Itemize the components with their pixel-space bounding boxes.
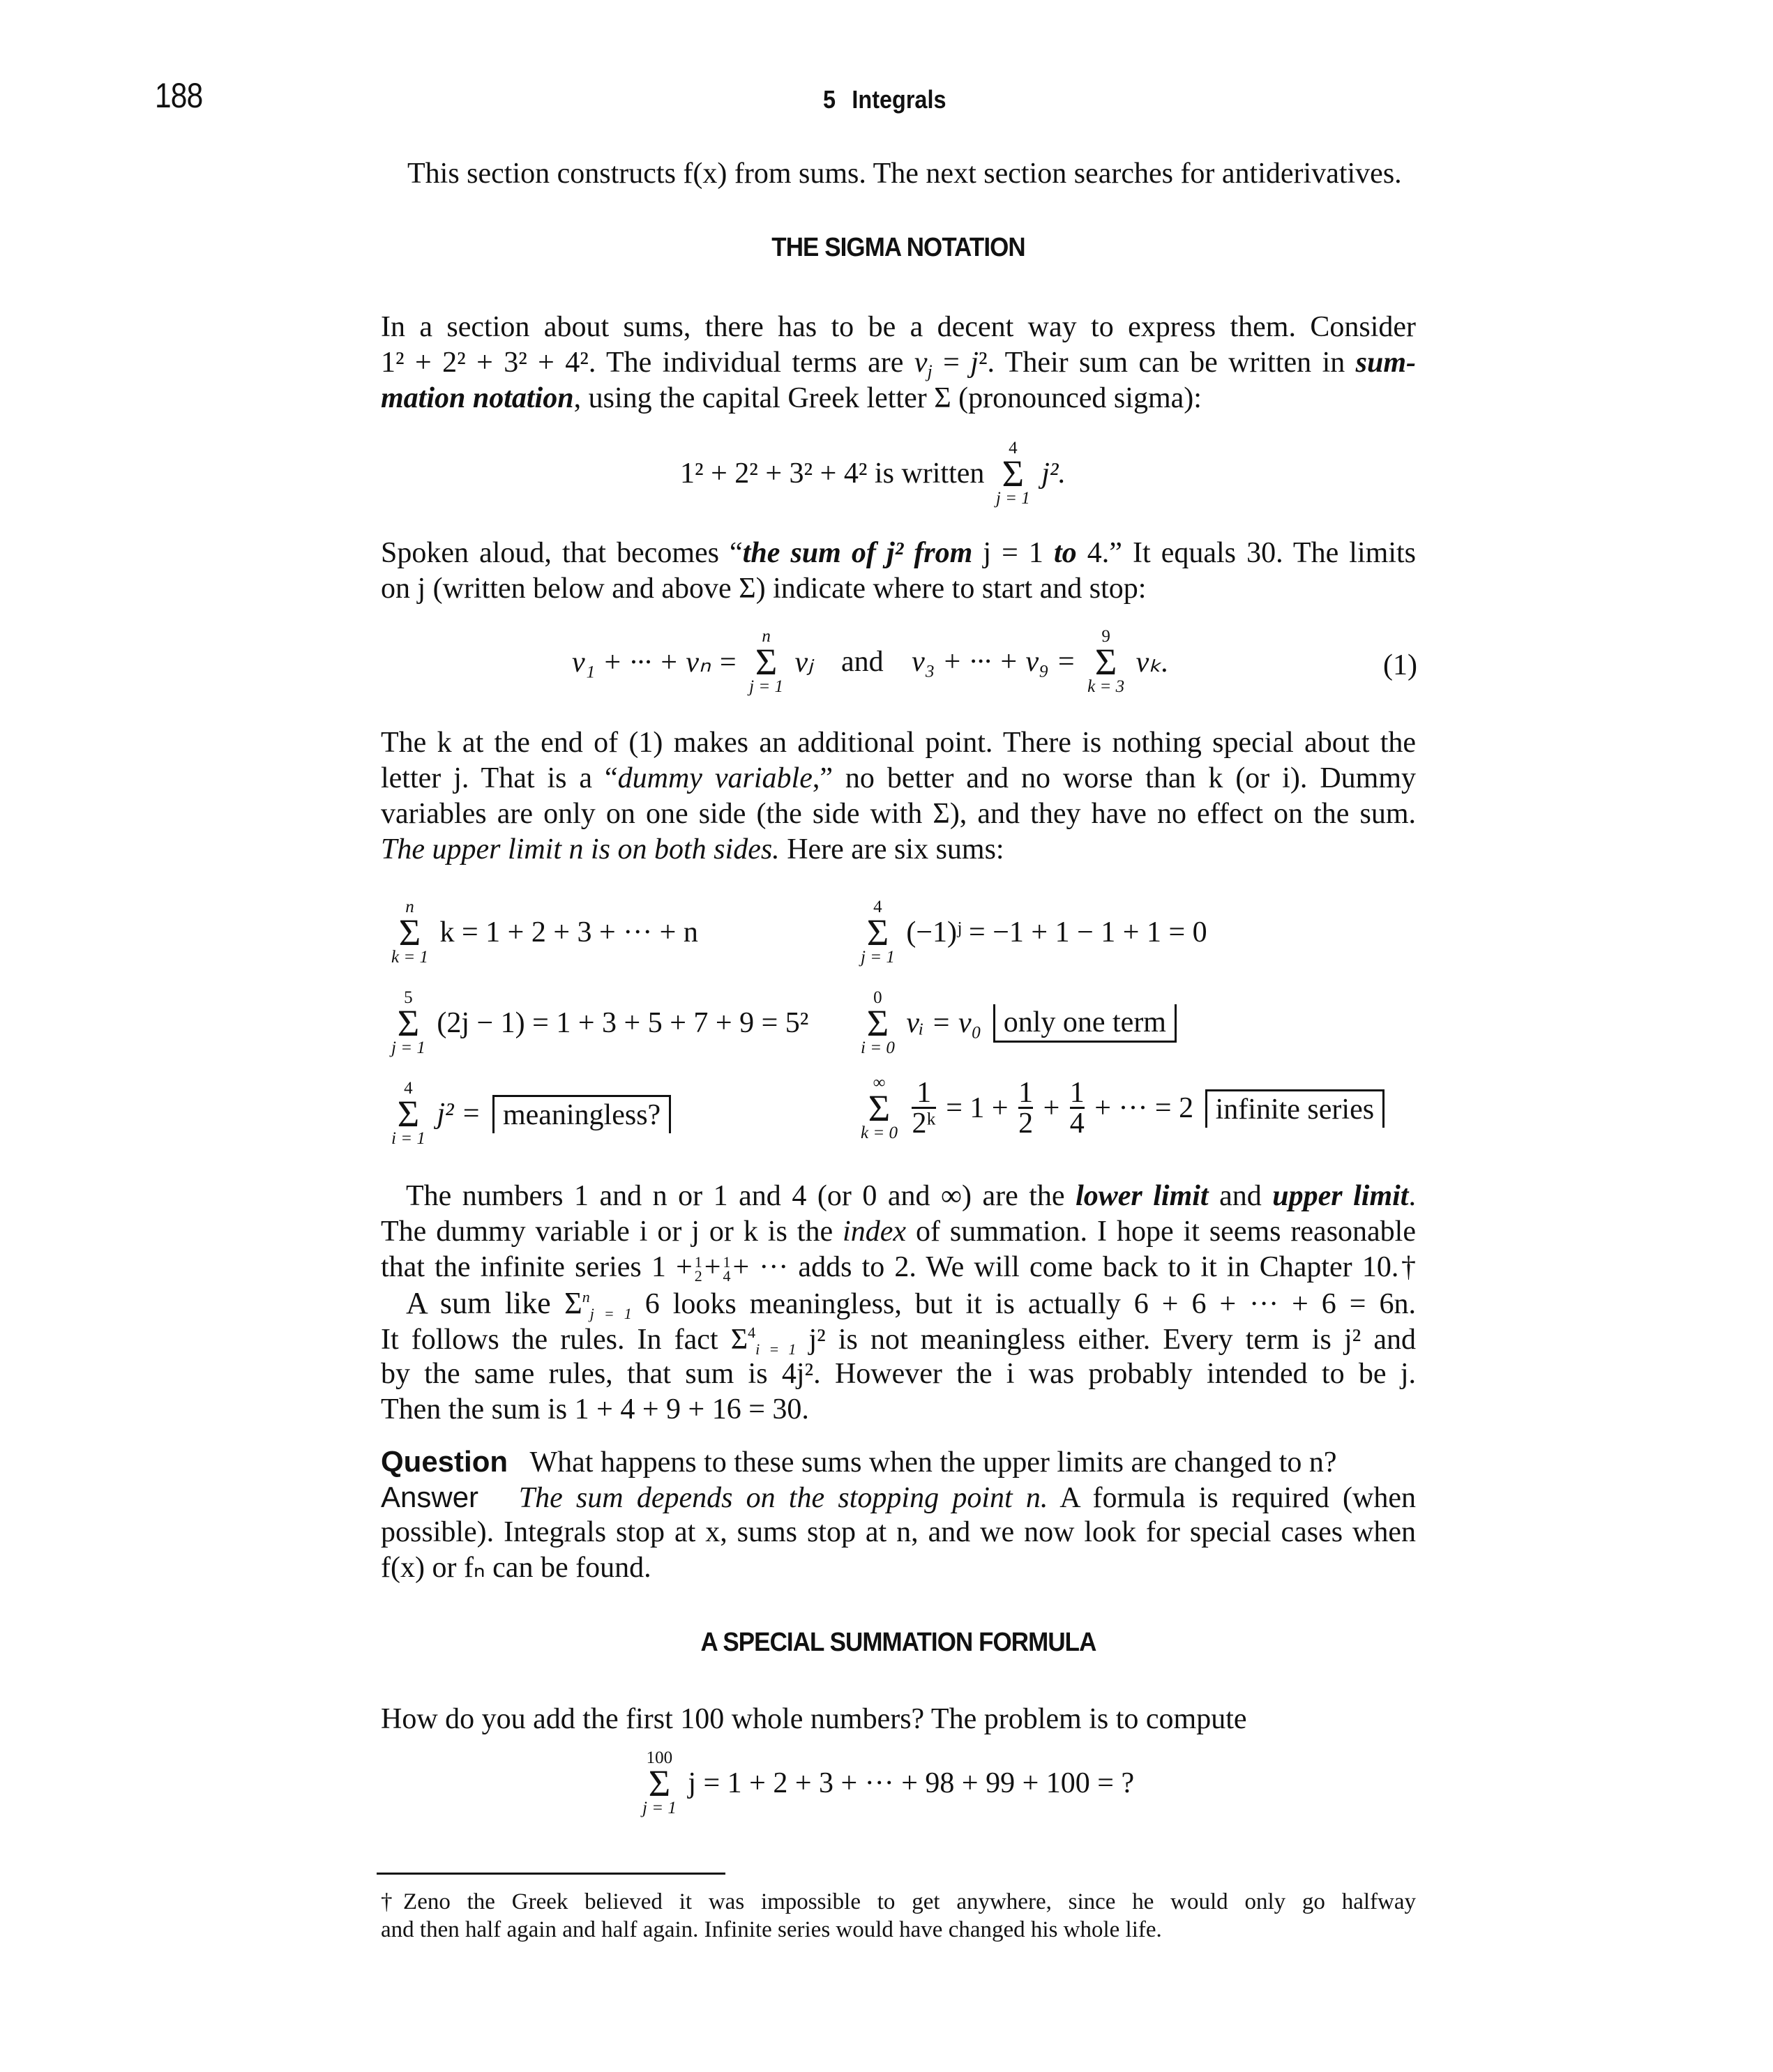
fraction [1018, 1076, 1034, 1140]
text-run: The numbers 1 and n or 1 and 4 (or 0 and ∞) are the [406, 1180, 1076, 1212]
text-run: ². Their sum can be written in [978, 347, 1356, 379]
sigma-icon: Σ [397, 1002, 420, 1044]
sum-expression: (−1)ʲ = −1 + 1 − 1 + 1 = 0 [906, 916, 1207, 948]
math-var: v [914, 347, 928, 379]
text-run: of summation. I hope it seems reasonable [906, 1216, 1416, 1248]
emphasis-term: mation notation [381, 382, 574, 414]
sigma-symbol [861, 898, 895, 967]
lower-limit: j = 1 [642, 1799, 677, 1817]
sum-example [387, 989, 808, 1057]
footnote-line: and then half again and half again. Infinite series would have changed his whole life. [381, 1917, 1162, 1942]
text-run: Here are six sums: [779, 833, 1004, 865]
upper-limit: 4 [404, 1079, 413, 1098]
upper-limit: 4 [748, 1324, 756, 1341]
text-run: 1² + 2² + 3² + 4². The individual terms are [381, 347, 914, 379]
text-run: that the infinite series 1 + [381, 1251, 693, 1283]
formula-sum-100 [638, 1749, 1134, 1817]
chapter-title: Integrals [852, 85, 946, 114]
small-fraction [723, 1255, 730, 1283]
equation-term: vₖ. [1136, 646, 1169, 679]
paragraph-first-100: How do you add the first 100 whole numbers? The problem is to compute [381, 1703, 1247, 1735]
text-line: In a section about sums, there has to be a decent way to express them. Consider [381, 311, 1416, 343]
upper-limit: 5 [404, 988, 413, 1007]
emphasis-term: to [1054, 537, 1077, 569]
numerator: 1 [1069, 1076, 1085, 1109]
sigma-symbol [391, 898, 428, 967]
lower-limit: k = 1 [391, 948, 428, 967]
fraction [912, 1076, 936, 1140]
note-text: infinite series [1215, 1093, 1375, 1126]
text-line [381, 1179, 1416, 1214]
text-run: , using the capital Greek letter Σ (pronounced sigma): [573, 382, 1202, 414]
text-line [381, 381, 1416, 416]
emphasis-term: lower limit [1076, 1180, 1209, 1212]
sigma-symbol [391, 1080, 425, 1148]
text-line [381, 536, 1416, 571]
text-line: Then the sum is 1 + 4 + 9 + 16 = 30. [381, 1393, 809, 1426]
sigma-symbol [1087, 628, 1124, 696]
formula-lhs: 1² + 2² + 3² + 4² is written [680, 457, 985, 490]
sum-expression: = 1 + [946, 1092, 1009, 1124]
upper-limit: 0 [873, 988, 882, 1007]
question-label: Question [381, 1445, 508, 1478]
text-run: It follows the rules. In fact Σ [381, 1324, 748, 1356]
equation-lhs: v₁ + ··· + vₙ = [572, 646, 738, 679]
upper-limit: 100 [646, 1748, 673, 1767]
plus-sign: + [704, 1251, 721, 1283]
emphasis-term: upper limit [1272, 1180, 1409, 1212]
page-number: 188 [155, 76, 203, 115]
inline-sigma-limits [748, 1322, 796, 1356]
text-run: letter j. That is a “ [381, 762, 618, 794]
question-text: What happens to these sums when the upper limits are changed to n? [529, 1446, 1337, 1479]
lower-limit: i = 1 [391, 1129, 425, 1148]
lower-limit: j = 1 [861, 948, 895, 967]
footnote-rule [377, 1873, 725, 1875]
small-fraction [695, 1255, 702, 1283]
sigma-icon: Σ [868, 1087, 891, 1129]
denominator: 2 [694, 1267, 702, 1285]
text-run: The dummy variable i or j or k is the [381, 1216, 843, 1248]
lower-limit: i = 0 [861, 1038, 895, 1057]
math-var: j [970, 347, 979, 379]
sigma-symbol [996, 439, 1030, 508]
denominator: 2 [1018, 1107, 1034, 1140]
formula-term: j². [1041, 457, 1066, 490]
fraction [1069, 1076, 1085, 1140]
text-line [381, 832, 1416, 868]
sum-expression: k = 1 + 2 + 3 + ··· + n [439, 916, 698, 948]
upper-limit: n [582, 1288, 590, 1306]
lower-limit: j = 1 [391, 1038, 425, 1057]
text-run: = [932, 347, 971, 379]
paragraph-limits [381, 1179, 1416, 1285]
sigma-icon: Σ [1002, 453, 1025, 494]
sigma-icon: Σ [648, 1762, 671, 1804]
lower-limit: j = 1 [589, 1305, 632, 1322]
sum-expression: j² = [437, 1098, 481, 1130]
question-answer-block [381, 1444, 1416, 1586]
lower-limit: k = 0 [861, 1124, 898, 1142]
upper-limit: ∞ [873, 1073, 886, 1092]
paragraph-meaningless-sums [381, 1285, 1416, 1428]
answer-label: Answer [381, 1481, 479, 1513]
sigma-symbol [642, 1749, 677, 1817]
bracket-note [1205, 1089, 1385, 1128]
emphasis-term: the sum of j² from [742, 537, 973, 569]
bracket-note [492, 1095, 671, 1133]
bracket-note [993, 1004, 1177, 1043]
emphasis-term: sum- [1355, 347, 1417, 379]
text-run: . [1408, 1180, 1416, 1212]
text-run: ,” no better and no worse than k (or i). Dummy [812, 762, 1416, 794]
denominator: 4 [1069, 1107, 1085, 1140]
sigma-symbol [861, 1074, 898, 1142]
lower-limit: i = 1 [755, 1340, 797, 1358]
text-run: A formula is required (when [1048, 1482, 1417, 1514]
text-run: j² is not meaningless either. Every term is j² and [796, 1324, 1416, 1356]
formula-expression: j = 1 + 2 + 3 + ··· + 98 + 99 + 100 = ? [688, 1767, 1135, 1799]
answer-emphasis: The sum depends on the stopping point n. [518, 1482, 1048, 1514]
numerator: 1 [694, 1253, 702, 1271]
paragraph-spoken-aloud [381, 536, 1416, 607]
sum-expression: + ··· = 2 [1094, 1092, 1194, 1124]
text-line [381, 345, 1416, 381]
upper-limit: n [405, 898, 414, 916]
sum-example [387, 898, 698, 967]
sigma-symbol [391, 989, 425, 1057]
footnote-line: †Zeno the Greek believed it was impossible to get anywhere, since he would only go halfway [381, 1889, 1416, 1914]
text-line: variables are only on one side (the side with Σ), and they have no effect on the sum. [381, 798, 1416, 830]
sigma-icon: Σ [866, 1002, 889, 1044]
sum-example [857, 989, 1177, 1057]
paragraph-intro-sums [381, 310, 1416, 416]
text-line [381, 761, 1416, 796]
equation-number: (1) [1383, 649, 1417, 681]
emphasis-term: The upper limit n is on both sides. [381, 833, 780, 865]
text-run: Spoken aloud, that becomes “ [381, 537, 743, 569]
section-heading-special-summation: A SPECIAL SUMMATION FORMULA [700, 1628, 1096, 1657]
emphasis-term: index [843, 1216, 906, 1248]
numerator: 1 [916, 1076, 932, 1109]
emphasis-term: dummy variable [617, 762, 813, 794]
text-line [381, 1321, 1416, 1356]
text-line: by the same rules, that sum is 4j². However the i was probably intended to be j. [381, 1358, 1416, 1390]
denominator: 2ᵏ [912, 1107, 936, 1140]
numerator: 1 [1018, 1076, 1034, 1109]
paragraph-dummy-variable [381, 725, 1416, 868]
sigma-symbol [861, 989, 895, 1057]
text-line [381, 1250, 1416, 1285]
plus-sign: + [1043, 1092, 1060, 1124]
denominator: 4 [723, 1267, 731, 1285]
text-line [381, 1285, 1416, 1321]
sum-example [857, 898, 1207, 967]
text-run: 4.” It equals 30. The limits [1076, 537, 1416, 569]
text-line: f(x) or fₙ can be found. [381, 1552, 651, 1584]
sigma-icon: Σ [755, 641, 778, 683]
lower-limit: j = 1 [749, 677, 783, 696]
footnote [381, 1888, 1416, 1944]
note-text: meaningless? [502, 1098, 661, 1131]
equation-term: vⱼ [794, 646, 813, 679]
text-run: j = 1 [972, 537, 1055, 569]
running-head [823, 85, 946, 114]
equation-lhs: v₃ + ··· + v₉ = [912, 646, 1076, 678]
lower-limit: j = 1 [995, 489, 1030, 508]
upper-limit: n [762, 627, 771, 646]
upper-limit: 9 [1101, 627, 1110, 646]
sum-expression: (2j − 1) = 1 + 3 + 5 + 7 + 9 = 5² [437, 1007, 809, 1039]
text-run: and [1208, 1180, 1273, 1212]
numerator: 1 [723, 1253, 731, 1271]
answer-line [381, 1479, 1416, 1515]
sum-example [387, 1080, 671, 1148]
equation-1 [572, 628, 1169, 696]
sigma-icon: Σ [397, 1093, 420, 1135]
sigma-icon: Σ [1094, 641, 1117, 683]
sum-example [857, 1074, 1385, 1142]
intro-sentence: This section constructs f(x) from sums. The next section searches for antiderivatives. [407, 158, 1402, 190]
conjunction: and [840, 646, 884, 678]
chapter-number: 5 [823, 85, 836, 114]
lower-limit: k = 3 [1087, 677, 1125, 696]
text-line [381, 1214, 1416, 1250]
text-run: A sum like Σ [406, 1286, 582, 1320]
question-line [381, 1444, 1416, 1479]
sigma-icon: Σ [398, 912, 421, 953]
section-heading-sigma-notation: THE SIGMA NOTATION [771, 233, 1025, 262]
text-run: 6 looks meaningless, but it is actually 6 + 6 + ··· + 6 = 6n. [631, 1288, 1416, 1320]
upper-limit: 4 [873, 898, 882, 916]
text-line: possible). Integrals stop at x, sums stop at n, and we now look for special cases when [381, 1516, 1416, 1548]
text-line: The k at the end of (1) makes an additional point. There is nothing special about the [381, 727, 1416, 759]
note-text: only one term [1003, 1006, 1166, 1038]
sum-expression: vᵢ = v₀ [906, 1007, 982, 1039]
formula-sum-of-squares [680, 439, 1066, 508]
inline-sigma-limits [582, 1286, 632, 1320]
sigma-icon: Σ [866, 912, 889, 953]
upper-limit: 4 [1009, 439, 1018, 457]
sigma-symbol [749, 628, 783, 696]
math-sub: j [927, 361, 933, 381]
text-line: on j (written below and above Σ) indicate where to start and stop: [381, 573, 1147, 605]
text-run: + ··· adds to 2. We will come back to it in Chapter 10.† [732, 1251, 1416, 1283]
